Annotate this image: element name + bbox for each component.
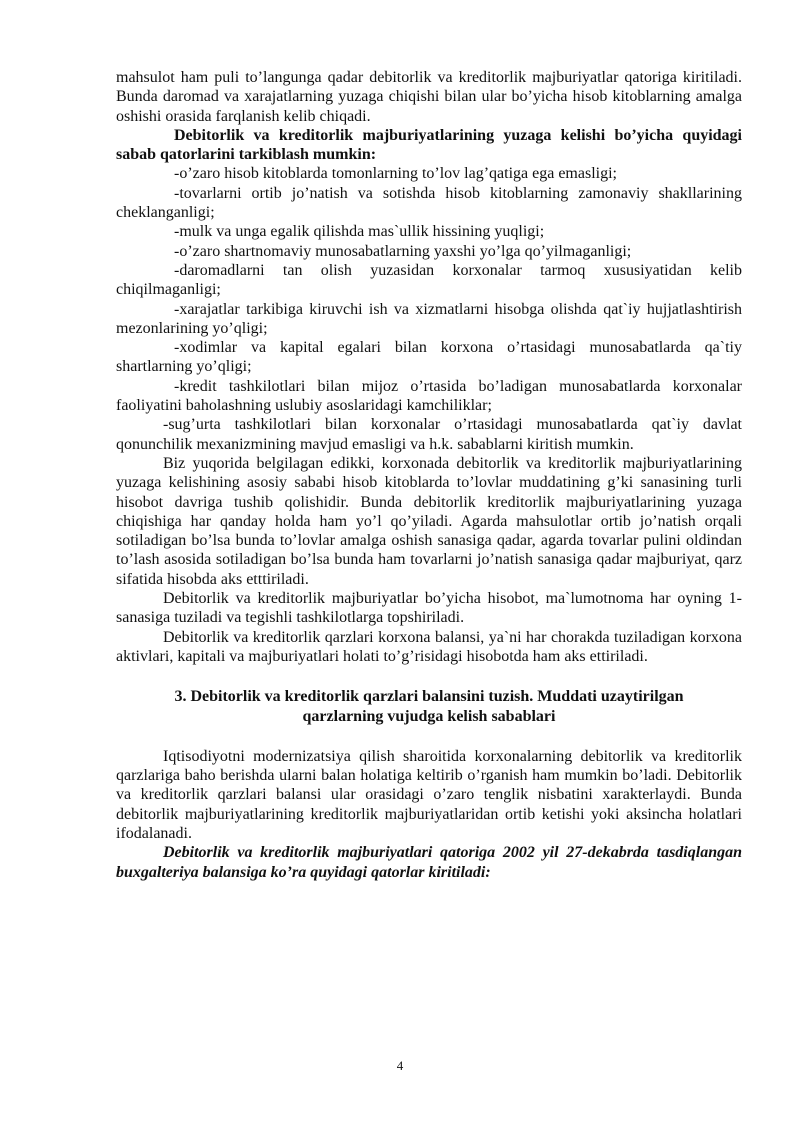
section-heading [116, 687, 742, 726]
paragraph: Debitorlik va kreditorlik majburiyatlar bo’yicha hisobot, ma`lumotnoma har oyning 1-sanasiga tuziladi va tegishli tashkilotlarga topshiriladi. [116, 590, 742, 627]
bold-paragraph: Debitorlik va kreditorlik majburiyatlarining yuzaga kelishi bo’yicha quyidagi sabab qatorlarini tarkiblash mumkin: [116, 126, 742, 164]
bold-italic-paragraph: Debitorlik va kreditorlik majburiyatlari qatoriga 2002 yil 27-dekabrda tasdiqlangan buxgalteriya balansiga ko’ra quyidagi qatorlar kiritiladi: [116, 844, 742, 881]
paragraph: Iqtisodiyotni modernizatsiya qilish sharoitida korxonalarning debitorlik va kreditorlik qarzlariga baho berishda ularni balan holatiga keltirib o’rganish ham mumkin bo’ladi. Debitorlik va kreditorlik qarzlari balansi ular orasidagi o’zaro tenglik nisbatini xarakterlaydi. Bunda debitorlik majburiyatlarining kreditorlik majburiyatlaridan ortib ketishi yoki aksincha holatlari ifodalanadi. [116, 747, 742, 842]
list-item: -o’zaro shartnomaviy munosabatlarning yaxshi yo’lga qo’yilmaganligi; [174, 242, 632, 260]
paragraph: Debitorlik va kreditorlik qarzlari korxona balansi, ya`ni har chorakda tuziladigan korxona aktivlari, kapitali va majburiyatlari holati to’g’risidagi hisobotda ham aks ettiriladi. [116, 628, 742, 665]
list-item: -daromadlarni tan olish yuzasidan korxonalar tarmoq xususiyatidan kelib chiqilmaganligi; [116, 261, 742, 299]
list-item: -sug’urta tashkilotlari bilan korxonalar o’rtasidagi munosabatlarda qat`iy davlat qonunchilik mexanizmining mavjud emasligi va h.k. sabablarni kiritish mumkin. [116, 416, 742, 453]
paragraph: mahsulot ham puli to’langunga qadar debitorlik va kreditorlik majburiyatlar qatoriga kiritiladi. Bunda daromad va xarajatlarning yuzaga chiqishi bilan ular bo’yicha hisob kitoblarning amalga oshishi orasida farqlanish kelib chiqadi. [116, 69, 742, 125]
list-item: -kredit tashkilotlari bilan mijoz o’rtasida bo’ladigan munosabatlarda korxonalar faoliyatini baholashning uslubiy asoslaridagi kamchiliklar; [116, 377, 742, 415]
document-page [116, 68, 742, 882]
list-item: -xodimlar va kapital egalari bilan korxona o’rtasidagi munosabatlarda qa`tiy shartlarning yo’qligi; [116, 339, 742, 376]
section-heading-line: 3. Debitorlik va kreditorlik qarzlari balansini tuzish. Muddati uzaytirilgan [174, 688, 684, 706]
list-item: -mulk va unga egalik qilishda mas`ullik hissining yuqligi; [174, 223, 545, 241]
page-number: 4 [396, 1058, 404, 1073]
list-item: -o’zaro hisob kitoblarda tomonlarning to’lov lag’qatiga ega emasligi; [174, 165, 617, 183]
section-heading-line: qarzlarning vujudga kelish sabablari [302, 707, 556, 725]
paragraph: Biz yuqorida belgilagan edikki, korxonada debitorlik va kreditorlik majburiyatlarining yuzaga kelishining asosiy sababi hisob kitoblarda to’lovlar muddatining g’ki sanasining turli hisobot davriga tushib qolishidir. Bunda debitorlik kreditorlik majburiyatlarining yuzaga chiqishiga har qanday holda ham yo’l qo’yiladi. Agarda mahsulotlar ortib jo’natish orqali sotiladigan bo’lsa bunda to’lovlar amalga oshish sanasiga qadar, agarda tovarlar pulini oldindan to’lash asosida sotiladigan bo’lsa bunda ham tovarlarni jo’natish sanasiga qadar majburiyat, qarz sifatida hisobda aks etttiriladi. [116, 454, 742, 588]
list-item: -tovarlarni ortib jo’natish va sotishda hisob kitoblarning zamonaviy shakllarining cheklanganligi; [116, 184, 742, 222]
list-item: -xarajatlar tarkibiga kiruvchi ish va xizmatlarni hisobga olishda qat`iy hujjatlashtirish mezonlarining yo’qligi; [116, 300, 742, 337]
